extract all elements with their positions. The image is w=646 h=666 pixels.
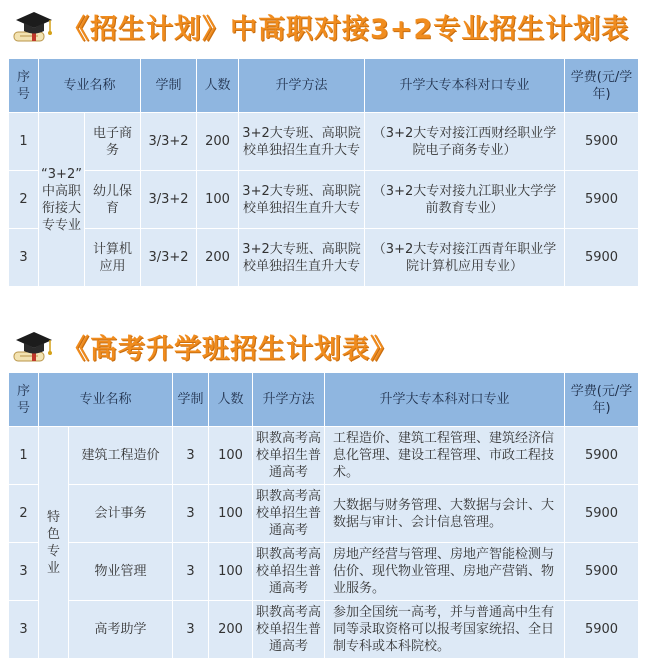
row-duration: 3/3+2 [141,229,197,287]
row-seq: 1 [9,113,39,171]
row-target: （3+2大专对接江西财经职业学院电子商务专业） [365,113,565,171]
row-target: 参加全国统一高考，并与普通高中生有同等录取资格可以报考国家统招、全日制专科或本科院校。 [325,601,565,659]
row-major: 建筑工程造价 [69,427,173,485]
row-count: 100 [209,427,253,485]
row-fee: 5900 [565,229,639,287]
row-method: 职教高考高校单招生普通高考 [253,601,325,659]
row-fee: 5900 [565,427,639,485]
table-row [9,171,639,229]
header-seq: 序号 [9,59,39,113]
graduation-cap-diploma-icon [10,326,56,366]
row-duration: 3 [173,601,209,659]
table-row [9,427,639,485]
row-major: 会计事务 [69,485,173,543]
row-seq: 3 [9,543,39,601]
graduation-cap-diploma-icon [10,6,56,46]
row-method: 职教高考高校单招生普通高考 [253,543,325,601]
row-target: （3+2大专对接江西青年职业学院计算机应用专业） [365,229,565,287]
row-duration: 3/3+2 [141,171,197,229]
row-major: 高考助学 [69,601,173,659]
header-count: 人数 [209,373,253,427]
section1-title: 《招生计划》中高职对接3+2专业招生计划表 [62,13,630,45]
row-seq: 2 [9,171,39,229]
header-fee: 学费(元/学年) [565,373,639,427]
header-duration: 学制 [173,373,209,427]
header-method: 升学方法 [253,373,325,427]
row-target: （3+2大专对接九江职业大学学前教育专业） [365,171,565,229]
table-header-row [9,373,639,427]
row-duration: 3 [173,485,209,543]
row-count: 100 [209,543,253,601]
header-target: 升学大专本科对口专业 [365,59,565,113]
row-duration: 3 [173,543,209,601]
header-fee: 学费(元/学年) [565,59,639,113]
row-count: 200 [197,229,239,287]
row-duration: 3 [173,427,209,485]
row-count: 200 [209,601,253,659]
row-major: 物业管理 [69,543,173,601]
table-row [9,601,639,659]
row-major: 计算机应用 [85,229,141,287]
row-fee: 5900 [565,601,639,659]
header-method: 升学方法 [239,59,365,113]
section2-title-bar [0,326,398,366]
row-count: 200 [197,113,239,171]
row-count: 100 [209,485,253,543]
group-label: 特色专业 [39,427,69,659]
header-duration: 学制 [141,59,197,113]
header-count: 人数 [197,59,239,113]
table-row [9,485,639,543]
row-fee: 5900 [565,113,639,171]
group-label: “3+2” 中高职衔接大专专业 [39,113,85,287]
header-target: 升学大专本科对口专业 [325,373,565,427]
section1-title-bar [0,6,629,46]
plan-table-gaokao [8,372,639,659]
table-row [9,113,639,171]
row-fee: 5900 [565,543,639,601]
header-major: 专业名称 [39,373,173,427]
table-row [9,229,639,287]
row-method: 职教高考高校单招生普通高考 [253,427,325,485]
section2-title: 《高考升学班招生计划表》 [62,333,398,365]
header-seq: 序号 [9,373,39,427]
row-duration: 3/3+2 [141,113,197,171]
row-method: 3+2大专班、高职院校单独招生直升大专 [239,171,365,229]
row-target: 房地产经营与管理、房地产智能检测与估价、现代物业管理、房地产营销、物业服务。 [325,543,565,601]
row-fee: 5900 [565,485,639,543]
row-major: 电子商务 [85,113,141,171]
row-count: 100 [197,171,239,229]
row-seq: 2 [9,485,39,543]
table-row [9,543,639,601]
header-major: 专业名称 [39,59,141,113]
row-target: 大数据与财务管理、大数据与会计、大数据与审计、会计信息管理。 [325,485,565,543]
row-fee: 5900 [565,171,639,229]
row-method: 职教高考高校单招生普通高考 [253,485,325,543]
row-major: 幼儿保育 [85,171,141,229]
row-seq: 3 [9,229,39,287]
row-method: 3+2大专班、高职院校单独招生直升大专 [239,113,365,171]
row-target: 工程造价、建筑工程管理、建筑经济信息化管理、建设工程管理、市政工程技术。 [325,427,565,485]
row-seq: 1 [9,427,39,485]
table-header-row [9,59,639,113]
plan-table-3plus2 [8,58,639,287]
row-method: 3+2大专班、高职院校单独招生直升大专 [239,229,365,287]
row-seq: 3 [9,601,39,659]
